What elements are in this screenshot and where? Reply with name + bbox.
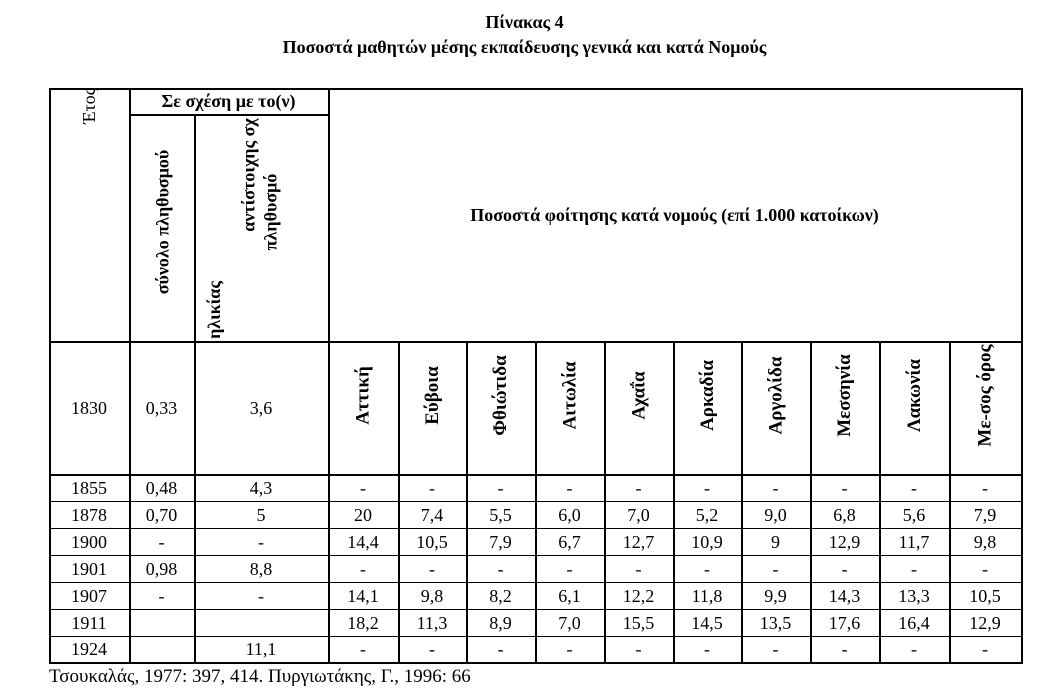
prefecture-value-cell: 14,3 [828, 585, 861, 606]
prefecture-value-cell: - [772, 477, 779, 498]
year-cell: 1900 [71, 531, 107, 552]
prefecture-value-cell: - [911, 558, 917, 579]
prefecture-value-cell: 16,4 [898, 612, 930, 633]
prefecture-header: Με-σος όρος [974, 343, 996, 447]
age-cell: 4,3 [249, 477, 273, 498]
prefecture-value-cell: 15,5 [622, 612, 655, 633]
prefecture-value-cell: 11,7 [898, 531, 930, 552]
prefecture-value-cell: 12,2 [622, 585, 655, 606]
prefecture-value-cell: 7,0 [558, 612, 581, 633]
prefecture-header: Αρκαδία [696, 359, 718, 431]
prefecture-value-cell: - [429, 639, 435, 659]
prefecture-value-cell: 7,9 [489, 531, 512, 552]
year-cell: 1907 [71, 585, 107, 606]
prefecture-value-cell: - [772, 558, 779, 579]
total-cell: 0,98 [145, 558, 178, 579]
total-cell: - [158, 585, 165, 606]
prefecture-value-cell: 11,3 [416, 612, 448, 633]
prefecture-value-cell: - [497, 558, 504, 579]
prefecture-value-cell: 6,7 [558, 531, 581, 552]
prefecture-value-cell: - [635, 558, 642, 579]
total-cell [129, 609, 194, 636]
prefecture-value-cell: 13,5 [759, 612, 792, 633]
prefecture-value-cell: - [635, 477, 642, 498]
prefecture-value-cell: 5,2 [695, 504, 719, 525]
prefecture-value-cell: - [360, 477, 366, 498]
prefecture-header: Αργολίδα [764, 356, 786, 434]
prefecture-value-cell: 7,9 [973, 504, 997, 525]
prefecture-value-cell: - [429, 558, 435, 579]
percentages-header: Ποσοστά φοίτησης κατά νομούς (επί 1.000 κατοίκων) [470, 204, 879, 225]
prefecture-value-cell: - [982, 639, 988, 659]
relation-header-rule [129, 114, 330, 116]
prefecture-header: Φθιώτιδα [489, 354, 511, 436]
source-note: Τσουκαλάς, 1977: 397, 414. Πυργιωτάκης, Γ., 1996: 66 [49, 666, 471, 687]
prefecture-value-cell: 6,0 [558, 504, 581, 525]
prefecture-value-cell: - [566, 477, 573, 498]
prefecture-value-cell: 14,4 [347, 531, 379, 552]
prefecture-value-cell: - [982, 558, 988, 579]
year-cell: 1878 [71, 504, 107, 525]
age-cell: 8,8 [249, 558, 273, 579]
age-population-header: πληθυσμό [259, 173, 280, 251]
prefecture-value-cell: - [360, 558, 366, 579]
total-cell: 0,70 [145, 504, 178, 525]
prefecture-value-cell: 7,4 [420, 504, 444, 525]
prefecture-header: Εύβοια [421, 365, 443, 425]
prefecture-value-cell: - [704, 639, 710, 659]
prefecture-value-cell: 5,6 [902, 504, 926, 525]
prefecture-value-cell: - [497, 639, 504, 659]
prefecture-value-cell: 8,9 [489, 612, 512, 633]
prefecture-value-cell: 9,8 [420, 585, 444, 606]
prefecture-value-cell: - [635, 639, 642, 659]
prefecture-value-cell: 13,3 [898, 585, 930, 606]
prefecture-value-cell: - [841, 477, 848, 498]
age-cell: 5 [256, 504, 266, 525]
age-cell: - [258, 531, 264, 552]
prefecture-value-cell: - [360, 639, 366, 659]
prefecture-value-cell: 12,9 [828, 531, 861, 552]
prefecture-value-cell: 14,5 [691, 612, 723, 633]
prefecture-value-cell: 10,5 [416, 531, 448, 552]
year-cell: 1924 [71, 639, 107, 659]
total-cell: 0,33 [145, 397, 178, 418]
prefecture-value-cell: 6,1 [558, 585, 581, 606]
prefecture-value-cell: 10,5 [969, 585, 1001, 606]
prefecture-value-cell: 12,7 [622, 531, 655, 552]
age-cell: - [258, 585, 264, 606]
prefecture-value-cell: - [911, 639, 917, 659]
prefecture-value-cell: 10,9 [691, 531, 723, 552]
age-cell [194, 609, 328, 636]
year-cell: 1901 [71, 558, 107, 579]
table-title: Ποσοστά μαθητών μέσης εκπαίδευσης γενικά και κατά Νομούς [282, 37, 767, 57]
prefecture-value-cell: 9 [771, 531, 780, 552]
age-population-header: ηλικίας [203, 281, 224, 339]
prefecture-value-cell: 9,8 [973, 531, 997, 552]
prefecture-value-cell: - [982, 477, 988, 498]
prefecture-value-cell: 18,2 [347, 612, 379, 633]
year-cell: 1911 [71, 612, 107, 633]
age-cell: 11,1 [245, 639, 277, 659]
prefecture-value-cell: 9,9 [764, 585, 787, 606]
prefecture-value-cell: 5,5 [489, 504, 512, 525]
prefecture-header: Αιτωλία [559, 360, 581, 430]
prefecture-value-cell: 20 [354, 504, 372, 525]
table-caption: Πίνακας 4 [485, 12, 564, 32]
year-cell: 1830 [71, 397, 107, 418]
prefecture-value-cell: - [497, 477, 504, 498]
prefecture-value-cell: - [841, 558, 848, 579]
prefecture-header: Λακωνία [903, 358, 925, 432]
prefecture-value-cell: - [841, 639, 848, 659]
prefecture-header: Αχαΐα [628, 370, 650, 420]
prefecture-header: Αττική [352, 365, 374, 425]
age-population-header: αντίστοιχης σχ [238, 118, 259, 232]
year-cell: 1855 [71, 477, 107, 498]
total-cell [129, 636, 194, 662]
table-border-right [1021, 88, 1023, 664]
year-header: Έτος [78, 88, 99, 124]
prefecture-value-cell: - [704, 477, 710, 498]
prefecture-value-cell: 12,9 [969, 612, 1001, 633]
prefecture-value-cell: - [772, 639, 779, 659]
total-population-header: σύνολο πληθυσμού [151, 149, 172, 295]
prefecture-value-cell: - [566, 639, 573, 659]
age-cell: 3,6 [249, 397, 273, 418]
prefecture-value-cell: 11,8 [691, 585, 723, 606]
prefecture-value-cell: 8,2 [489, 585, 512, 606]
prefecture-value-cell: - [429, 477, 435, 498]
total-cell: - [158, 531, 165, 552]
prefecture-value-cell: 7,0 [627, 504, 650, 525]
total-cell: 0,48 [145, 477, 178, 498]
prefecture-value-cell: 17,6 [828, 612, 861, 633]
prefecture-value-cell: - [566, 558, 573, 579]
relation-header: Σε σχέση με το(ν) [161, 91, 296, 111]
prefecture-value-cell: - [911, 477, 917, 498]
table-border-bottom [49, 662, 1023, 664]
prefecture-value-cell: 14,1 [347, 585, 379, 606]
prefecture-header: Μεσσηνία [833, 353, 855, 437]
prefecture-value-cell: 6,8 [833, 504, 856, 525]
prefecture-value-cell: 9,0 [764, 504, 787, 525]
prefecture-value-cell: - [704, 558, 710, 579]
